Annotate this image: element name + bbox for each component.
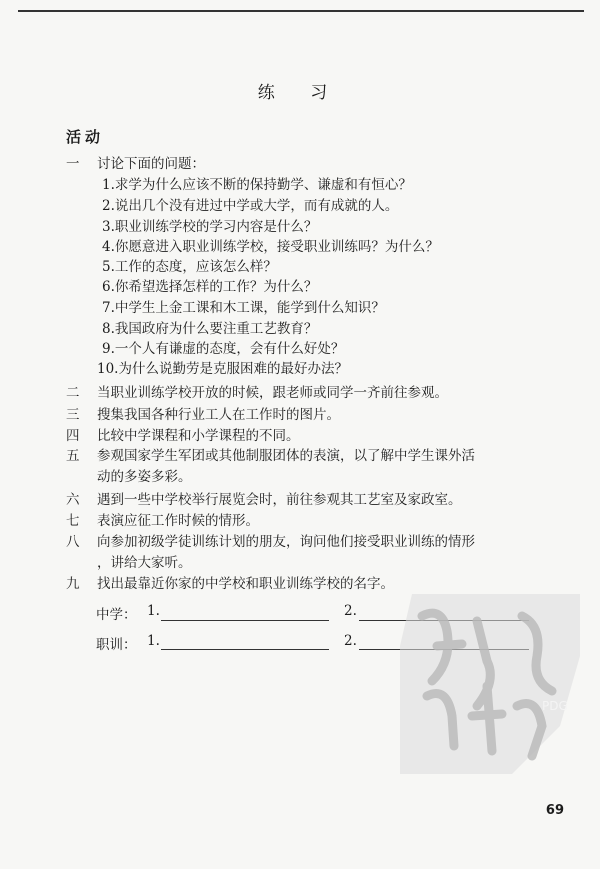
question-6: 6.你希望选择怎样的工作？为什么？ <box>102 279 318 295</box>
item-number: 三 <box>66 407 80 423</box>
activity-item: 向参加初级学徒训练计划的朋友，询问他们接受职业训练的情形 <box>97 534 475 550</box>
field-number: 1. <box>147 603 160 619</box>
pdg-watermark-stamp <box>392 586 588 782</box>
activity-item: 遇到一些中学校举行展览会时，前往参观其工艺室及家政室。 <box>97 492 462 508</box>
activity-item: 参观国家学生军团或其他制服团体的表演，以了解中学生课外活 <box>97 448 475 464</box>
vocational-blank-1[interactable] <box>161 649 329 650</box>
watermark-letters: PDG <box>542 699 568 713</box>
activity-item: 当职业训练学校开放的时候，跟老师或同学一齐前往参观。 <box>97 385 448 401</box>
section-heading: 活动 <box>66 128 105 146</box>
field-number: 2. <box>344 633 357 649</box>
item-number: 八 <box>66 534 80 550</box>
activity-item-continuation: ，讲给大家听。 <box>97 555 192 571</box>
question-1: 1.求学为什么应该不断的保持勤学、谦虚和有恒心？ <box>102 177 412 193</box>
item-number: 五 <box>66 448 80 464</box>
top-rule <box>18 10 584 12</box>
page-title: 练 习 <box>257 83 343 103</box>
activity-item: 搜集我国各种行业工人在工作时的图片。 <box>97 407 340 423</box>
question-2: 2.说出几个没有进过中学或大学，而有成就的人。 <box>102 198 399 214</box>
page-number: 69 <box>545 803 564 818</box>
activity-item: 表演应征工作时候的情形。 <box>97 513 259 529</box>
question-7: 7.中学生上金工课和木工课，能学到什么知识？ <box>102 300 385 316</box>
activity-item: 比较中学课程和小学课程的不同。 <box>97 428 300 444</box>
field-label-vocational: 职训： <box>96 637 137 653</box>
activity-item-continuation: 动的多姿多彩。 <box>97 469 192 485</box>
question-4: 4.你愿意进入职业训练学校，接受职业训练吗？为什么？ <box>102 239 439 255</box>
item-number: 七 <box>66 513 80 529</box>
field-label-middle-school: 中学： <box>96 607 137 623</box>
discussion-intro: 讨论下面的问题： <box>97 156 205 172</box>
question-3: 3.职业训练学校的学习内容是什么？ <box>102 219 318 235</box>
item-number: 四 <box>66 428 80 444</box>
item-number: 二 <box>66 385 80 401</box>
activity-item: 找出最靠近你家的中学校和职业训练学校的名字。 <box>97 576 394 592</box>
question-5: 5.工作的态度，应该怎么样？ <box>102 259 277 275</box>
question-8: 8.我国政府为什么要注重工艺教育？ <box>102 321 318 337</box>
question-10: 10.为什么说勤劳是克服困难的最好办法？ <box>97 361 348 377</box>
question-9: 9.一个人有谦虚的态度，会有什么好处？ <box>102 341 345 357</box>
field-number: 2. <box>344 603 357 619</box>
item-number: 九 <box>66 576 80 592</box>
middle-school-blank-1[interactable] <box>161 620 329 621</box>
field-number: 1. <box>147 633 160 649</box>
item-number: 一 <box>66 156 80 172</box>
item-number: 六 <box>66 492 80 508</box>
